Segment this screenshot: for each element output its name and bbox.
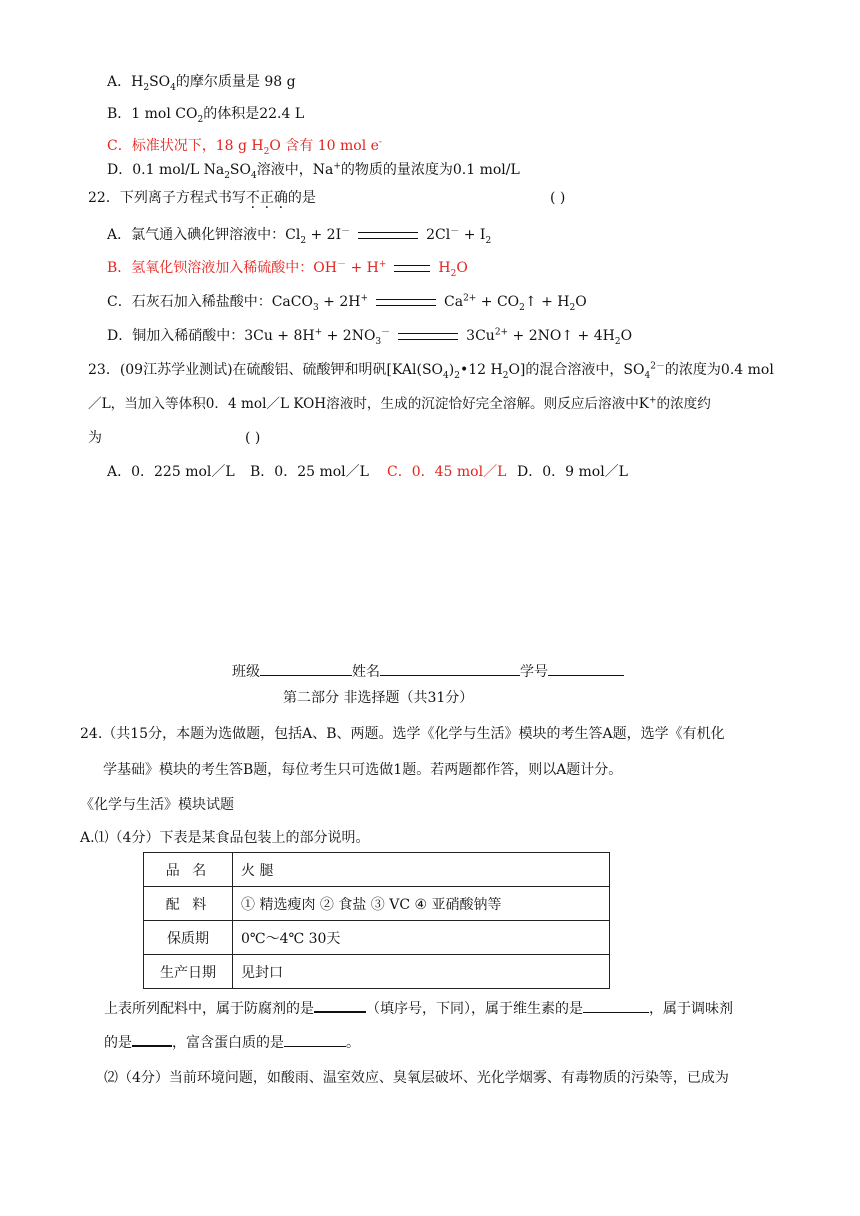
table-row: 保质期 0℃～4℃ 30天 — [144, 921, 610, 955]
q23-stem-line1: 23．(09江苏学业测试)在硫酸铝、硫酸钾和明矾[$KAl(SO_4)_2•12$ $H_2O$]的混合溶液中，$SO_4^{2-}$的浓度为0.4 mol — [88, 361, 774, 381]
q23-stem-line3: 为 — [88, 430, 102, 446]
class-blank[interactable] — [260, 675, 352, 676]
module-title: 《化学与生活》模块试题 — [80, 797, 234, 813]
part-title: 第二部分 非选择题（共31分） — [283, 690, 474, 706]
q22-option-d: D．铜加入稀硝酸中：$3Cu + 8H^+ + 2NO_3^-$ $3Cu^{2+}$ + 2NO↑ + $4H_2O$ — [107, 327, 633, 347]
q23-answer-paren: ( ) — [245, 430, 261, 446]
student-id-blank[interactable] — [548, 675, 624, 676]
table-row: 配 料 ① 精选瘦肉 ② 食盐 ③ VC ④ 亚硝酸钠等 — [144, 887, 610, 921]
q23-option-c: C．0．45 mol／L — [387, 464, 507, 480]
q24-stem-line1: 24.（共15分，本题为选做题，包括A、B、两题。选学《化学与生活》模块的考生答A题，选学《有机化 — [80, 726, 725, 742]
q21-option-c: C．标准状况下，18 g $H_2O$ 含有 10 mol e- — [107, 137, 382, 157]
q24-stem-line2: 学基础》模块的考生答B题，每位考生只可选做1题。若两题都作答，则以A题计分。 — [103, 762, 623, 778]
preservative-blank[interactable] — [314, 1011, 366, 1013]
q22-option-a: A．氯气通入碘化钾溶液中：$Cl_2 + 2I^-$ $2Cl^- + I_2$ — [107, 226, 492, 246]
q23-stem-line2: ／L，当加入等体积0．4 mol／L KOH溶液时，生成的沉淀恰好完全溶解。则反应后溶液中K+的浓度约 — [88, 395, 711, 412]
q22-answer-paren: ( ) — [550, 190, 566, 206]
q21-option-d: D．0.1 mol/L $Na_2SO_4$溶液中，Na+的物质的量浓度为0.1 mol/L — [107, 161, 520, 181]
q22-stem: 22．下列离子方程式书写不正确的是 — [88, 190, 316, 206]
equals-sign — [394, 265, 430, 272]
q24-a1-intro: A.⑴（4分）下表是某食品包装上的部分说明。 — [80, 830, 370, 846]
q21-option-a: A．$H_2SO_4$的摩尔质量是 98 g — [107, 74, 296, 93]
vitamin-blank[interactable] — [583, 1012, 649, 1013]
q23-option-b: B．0．25 mol／L — [250, 464, 369, 480]
equals-sign — [398, 333, 458, 340]
student-info-line: 班级 姓名 学号 — [232, 662, 624, 682]
protein-blank[interactable] — [284, 1046, 346, 1047]
equals-sign — [376, 299, 436, 306]
q24-a2-intro: ⑵（4分）当前环境问题，如酸雨、温室效应、臭氧层破坏、光化学烟雾、有毒物质的污染等，已成为 — [104, 1070, 729, 1086]
q21-option-b: B．1 mol $CO_2$的体积是22.4 L — [107, 106, 305, 125]
q22-option-c: C．石灰石加入稀盐酸中：CaCO$_3$ + 2H+ $Ca^{2+}$ + $CO_2↑ + H_2O$ — [107, 293, 587, 313]
q22-option-b: B．氢氧化钡溶液加入稀硫酸中：OH－ + H+ $H_2O$ — [107, 259, 468, 279]
food-label-table — [143, 852, 610, 989]
table-row: 生产日期 见封口 — [144, 955, 610, 989]
q23-option-d: D．0．9 mol／L — [517, 464, 628, 480]
seasoning-blank[interactable] — [132, 1045, 172, 1047]
table-row: 品 名 火 腿 — [144, 853, 610, 887]
q23-option-a: A．0．225 mol／L — [107, 464, 235, 480]
fill-line-1: 上表所列配料中，属于防腐剂的是 （填序号，下同），属于维生素的是 ，属于调味剂 — [104, 1001, 733, 1017]
equals-sign — [358, 232, 418, 239]
name-blank[interactable] — [380, 675, 520, 676]
fill-line-2: 的是 ，富含蛋白质的是 。 — [104, 1035, 360, 1051]
